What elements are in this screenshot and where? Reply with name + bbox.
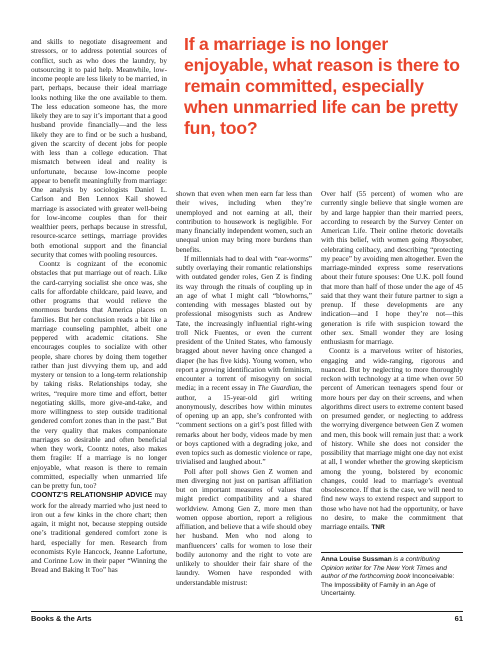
paragraph-text: If millennials had to deal with “ear-worms” subtly overlaying their romantic relationships with outdated gender roles, Gen Z is finding its way through the rituals of coupling up in an age of what I might call “blowhorns,” contending with messages blasted out by professional misogynists such as Andrew Tate, the increasingly influential right-wing troll Nick Fuentes, or even the current president of the United States, who famously bragged about never having once changed a diaper (he has five kids). Young women, who report a growing identification with feminism, encounter a torrent of misogyny on social media; in a recent essay in — [176, 253, 312, 393]
paragraph: Over half (55 percent) of women who are currently single believe that single women are by and large happier than their married peers, according to research by the Survey Center on American Life. Their online rhetoric dovetails with this belief, with women going #boysober, celebrating celibacy, and describing “protecting my peace” by avoiding men altogether. Even the marriage-minded express some reservations about their future spouses: One U.K. poll found that more than half of those under the age of 45 said that they want their future partner to sign a prenup. If these developments are any indication—and I hope they’re not—this generation is rife with suspicion toward the other sex. Small wonder they are losing enthusiasm for marriage. — [321, 189, 463, 346]
paragraph: and skills to negotiate disagreement and stressors, or to address potential sources of conflict, such as who does the laundry, by outsourcing it to paid help. Meanwhile, low-income people are less likely to be married, in part, perhaps, because their ideal marriage looks nothing like the one available to them. The less education someone has, the more likely they are to say it’s important that a good husband provide financially—and the less likely they are to find or be such a husband, given the scarcity of decent jobs for people with less than a college education. That mismatch between ideal and reality is unfortunate, because low-income people appear to benefit meaningfully from marriage: One analysis by sociologists Daniel L. Carlson and Ben Lennox Kail showed marriage is associated with greater well-being for low-income couples than for their wealthier peers, perhaps because in stressful, resource-scarce settings, marriage provides both emotional support and the financial security that comes with pooling resources. — [31, 37, 167, 259]
author-bio — [321, 556, 463, 599]
article-column-3 — [321, 189, 463, 532]
bio-divider — [321, 552, 463, 553]
bio-text: is a contributing Opinion writer for — [321, 556, 440, 572]
footer-divider — [31, 611, 463, 612]
paragraph-text: Coontz is a marvelous writer of histories, engaging and wide-ranging, rigorous and nuanced. But by neglecting to more thoroughly reckon with technology at a time when over 50 percent of American teenagers spend four or more hours per day on their screens, and when algorithms direct users to extreme content based on presumed gender, or neglecting to address the worrying divergence between Gen Z women and men, this book will remain just that: a work of history. While she does not consider the possibility that marriage might one day not exist at all, I wonder whether the growing skepticism among the young, bolstered by economic changes, could lead to marriage’s eventual obsolescence. If that is the case, we will need to find new ways to extend respect and support to those who have not had the opportunity, or have no desire, to make the commitment that marriage entails. — [321, 346, 463, 531]
paragraph — [176, 254, 312, 467]
paragraph-text: may work for the already married who just need to iron out a few kinks in the chore chart; then again, it might not, because stepping outside one’s traditional gendered comfort zone is hard, especially for men. Research from economists Kyle Hancock, Jeanne Lafortune, and Corinne Low in their paper “Winning the Bread and Baking It Too” has — [31, 490, 168, 575]
end-mark: TNR — [371, 524, 385, 531]
paragraph: Poll after poll shows Gen Z women and men diverging not just on partisan affiliation but on important measures of values that might predict compatibility and a shared worldview. Among Gen Z, more men than women oppose abortion, report a religious affiliation, and believe that a wife should obey her husband. Men who nod along to manfluencers’ calls for women to lose their bodily autonomy and the right to vote are unlikely to shoulder their fair share of the laundry. Women have responded with understandable mistrust: — [176, 466, 312, 587]
paragraph: Coontz is cognizant of the economic obstacles that put marriage out of reach. Like the card-carrying socialist she once was, she calls for affordable childcare, paid leave, and other programs that would relieve the enormous burdens that America places on families. But her conclusion reads a bit like a marriage counseling pamphlet, albeit one peppered with academic citations. She encourages couples to socialize with other people, share chores by doing them together rather than just divvying them up, and add mystery or tension to a long-term relationship by taking risks. Relationships today, she writes, “require more time and effort, better negotiating skills, more give-and-take, and more willingness to step outside traditional gendered comfort zones than in the past.” But the very quality that makes companionate marriages so desirable and often beneficial when they work, Coontz notes, also makes them fragile: If a marriage is no longer enjoyable, what reason is there to remain committed, especially when unmarried life can be pretty fun, too? — [31, 259, 167, 490]
section-subhead: COONTZ’S RELATIONSHIP ADVICE — [31, 492, 153, 500]
article-column-2 — [176, 189, 312, 587]
section-name: Books & the Arts — [31, 614, 92, 623]
paragraph-text: , the author, a 15-year-old girl writing anonymously, describes how within minutes of opening up an app, she’s confronted with “comment sections on a girl’s post filled with remarks about her body, videos made by men or boys captioned with a degrading joke, and even topics such as domestic violence or rape, trivialised and laughed about.” — [176, 383, 312, 467]
publication-title: The Guardian — [257, 383, 299, 393]
bio-text: and author of the forthcoming book — [321, 564, 447, 581]
article-column-1 — [31, 37, 167, 575]
author-name: Anna Louise Sussman — [321, 556, 392, 563]
bio-publication: The New York Times — [373, 564, 435, 572]
paragraph: shown that even when men earn far less than their wives, including when they’re unemployed and not earning at all, their contribution to housework is negligible. For many financially independent women, such an unequal union may bring more burdens than benefits. — [176, 189, 312, 254]
page-number: 61 — [454, 614, 463, 623]
paragraph — [31, 490, 167, 574]
paragraph — [321, 346, 463, 532]
bio-text: . — [353, 590, 356, 598]
pull-quote: If a marriage is no longer enjoyable, what reason is there to remain committed, especially when unmarried life can be pretty fun, too? — [184, 34, 460, 138]
bio-book-title: Inconceivable: The Impossibility of Family in an Age of Uncertainty — [321, 573, 455, 598]
